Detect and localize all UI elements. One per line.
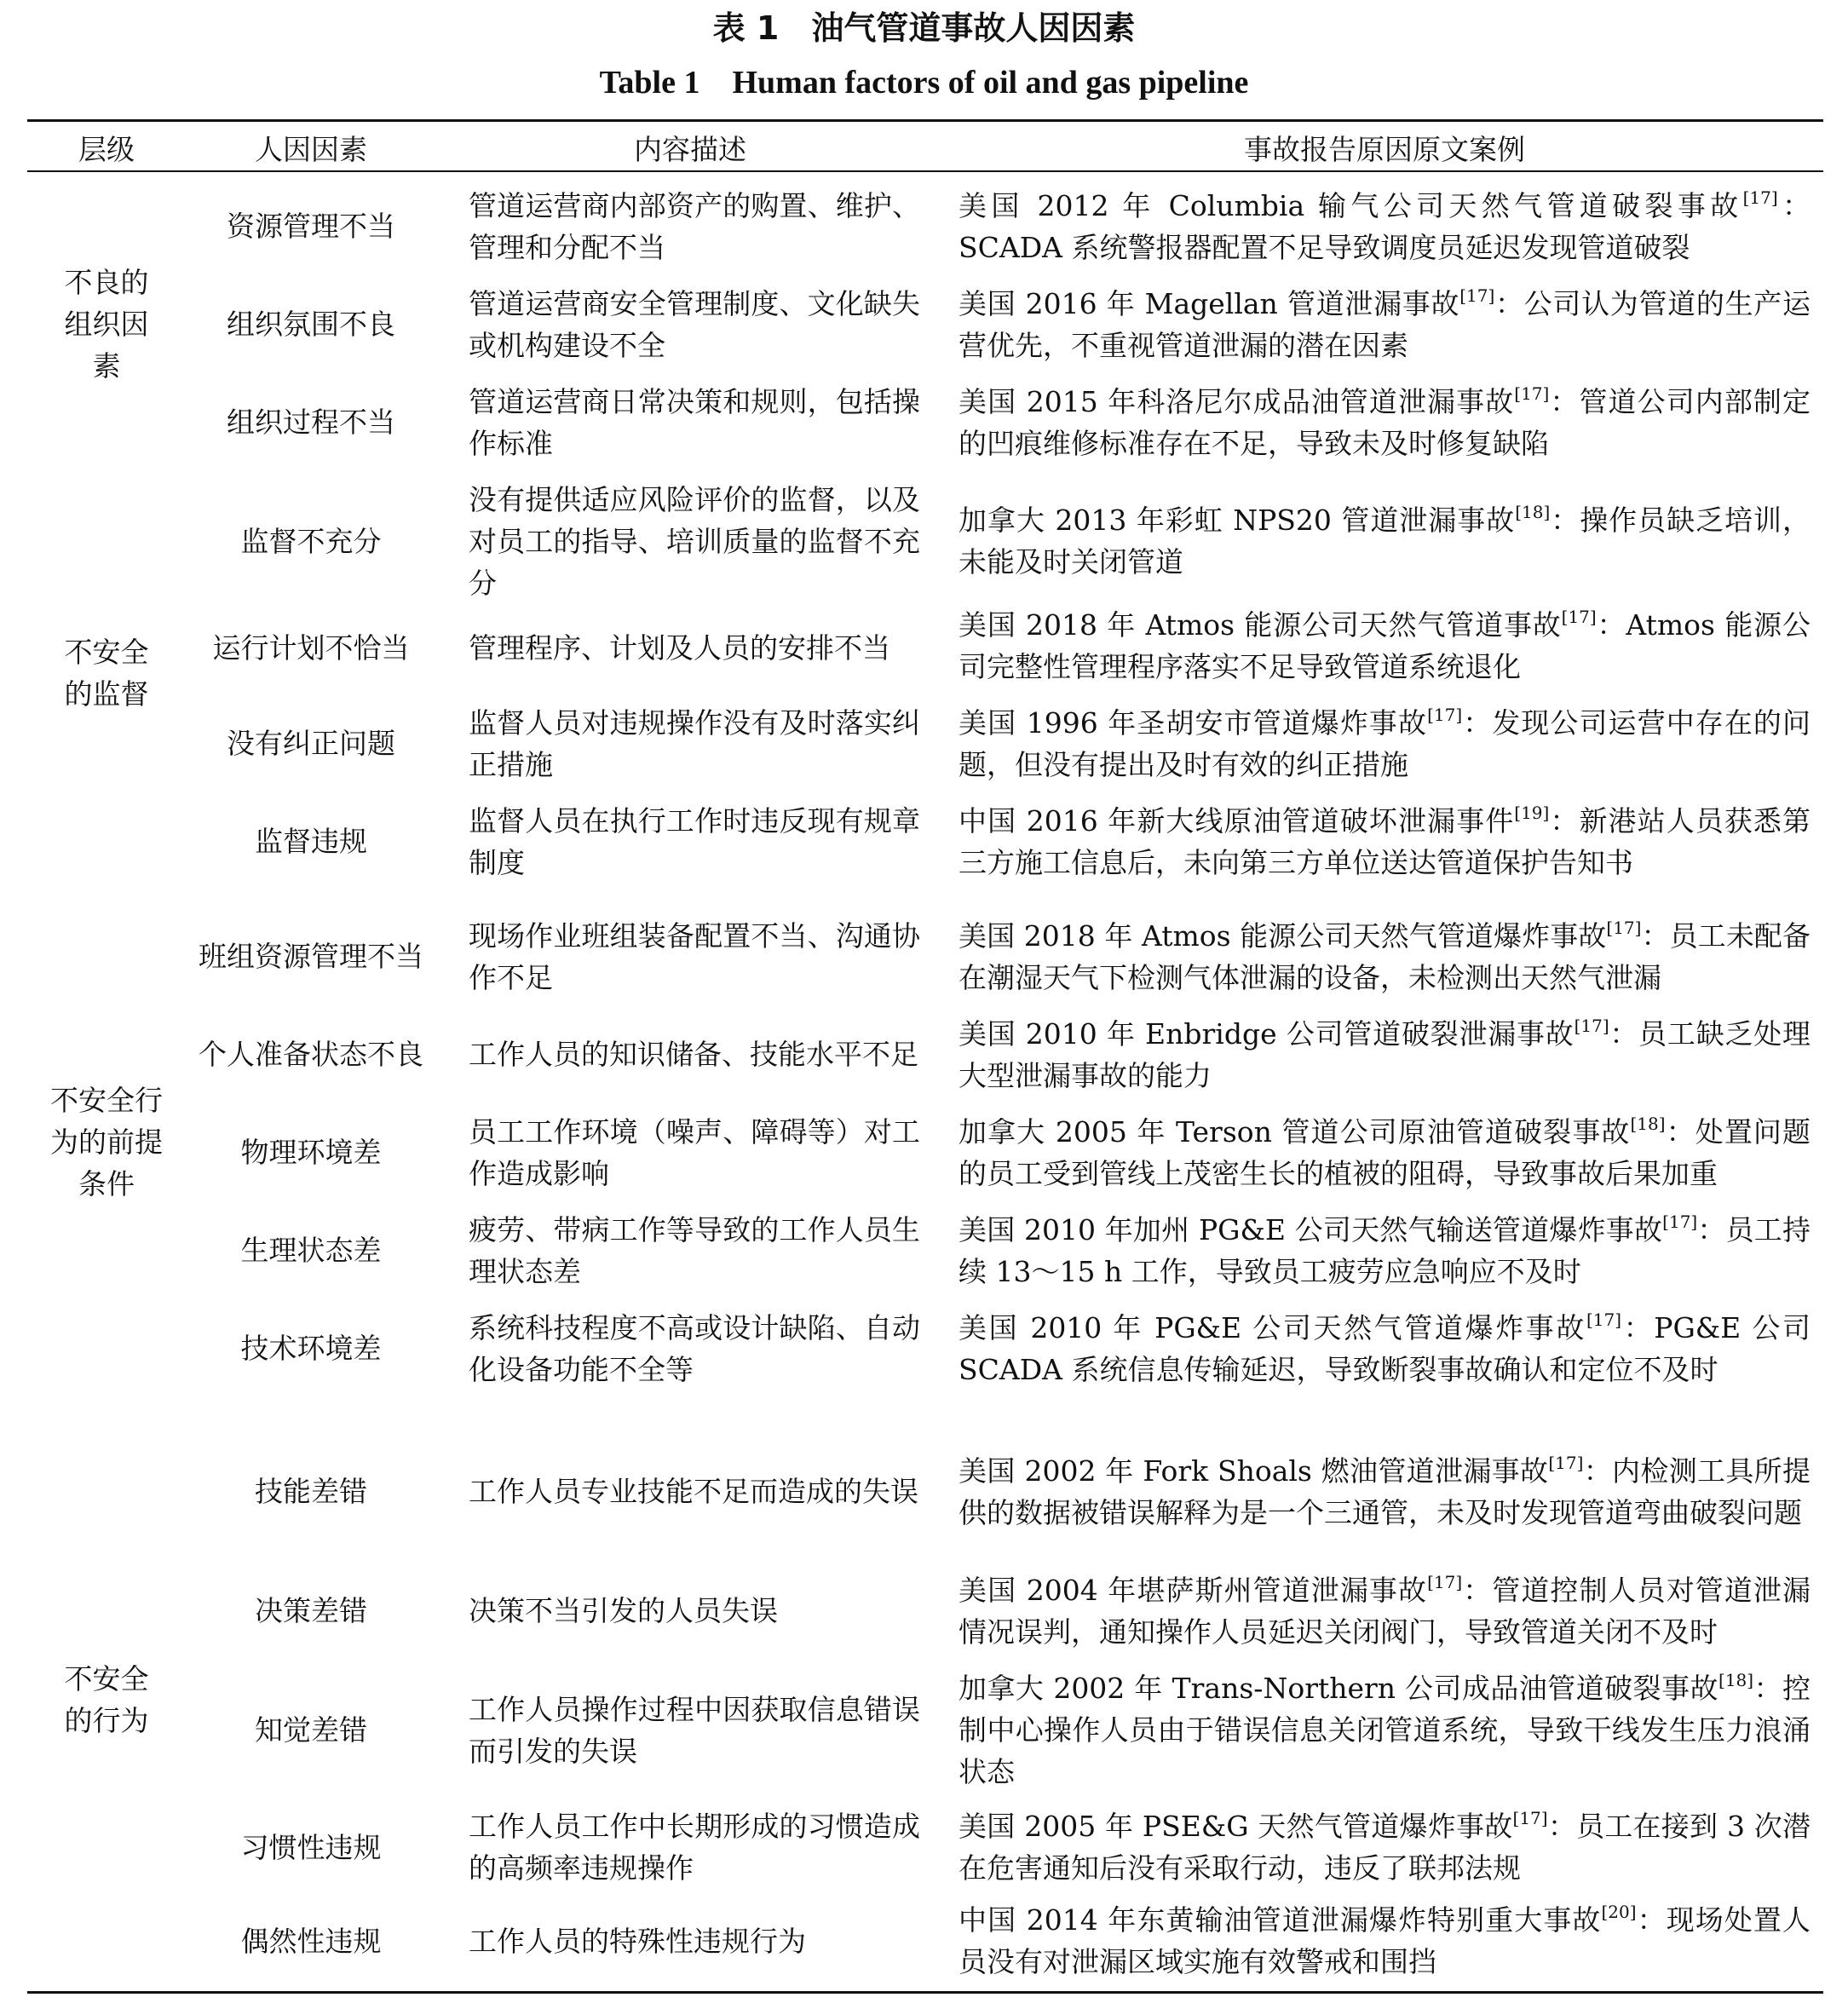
description-cell: [469, 1005, 920, 1103]
citation-ref: [17]: [1548, 1452, 1584, 1473]
case-cell: [959, 1299, 1811, 1397]
description-text: 工作人员的知识储备、技能水平不足: [469, 1038, 918, 1071]
header-factor: 人因因素: [255, 132, 367, 166]
factor-cell: [183, 373, 439, 471]
header-case: 事故报告原因原文案例: [1244, 132, 1525, 166]
description-text: 疲劳、带病工作等导致的工作人员生理状态差: [469, 1212, 920, 1288]
factor-label: 习惯性违规: [240, 1830, 382, 1864]
case-cell: [959, 177, 1811, 275]
factor-label: 技能差错: [255, 1475, 367, 1508]
factor-cell: [183, 792, 439, 890]
description-text: 现场作业班组装备配置不当、沟通协作不足: [469, 918, 920, 994]
header-rule: [27, 170, 1823, 172]
citation-ref: [17]: [1459, 285, 1495, 306]
case-text: 美国 2012 年 Columbia 输气公司天然气管道破裂事故[17]：SCADA 系统警报器配置不足导致调度员延迟发现管道破裂: [959, 187, 1811, 264]
factor-label: 决策差错: [255, 1594, 367, 1627]
case-cell: [959, 596, 1811, 694]
description-text: 员工工作环境（噪声、障碍等）对工作造成影响: [469, 1114, 920, 1190]
case-cell: [959, 1201, 1811, 1299]
citation-ref: [18]: [1718, 1670, 1754, 1690]
description-text: 管道运营商内部资产的购置、维护、管理和分配不当: [469, 188, 920, 264]
header-level: 层级: [78, 132, 135, 166]
description-cell: [469, 275, 920, 373]
citation-ref: [18]: [1630, 1113, 1666, 1134]
citation-ref: [17]: [1514, 383, 1550, 404]
factor-cell: [183, 1660, 439, 1800]
citation-ref: [17]: [1427, 704, 1463, 725]
description-text: 工作人员操作过程中因获取信息错误而引发的失误: [469, 1692, 920, 1768]
citation-ref: [19]: [1514, 802, 1550, 823]
case-cell: [959, 1421, 1811, 1562]
factor-cell: [183, 605, 439, 690]
case-text: 美国 2004 年堪萨斯州管道泄漏事故[17]：管道控制人员对管道泄漏情况误判，通知操作人员延迟关闭阀门，导致管道关闭不及时: [959, 1571, 1811, 1649]
level-label: 不安全的行为: [64, 1662, 149, 1737]
citation-ref: [18]: [1515, 502, 1551, 522]
case-cell: [959, 1562, 1811, 1660]
description-text: 监督人员在执行工作时违反现有规章制度: [469, 803, 920, 879]
case-text: 美国 2010 年 PG&E 公司天然气管道爆炸事故[17]：PG&E 公司 SCADA 系统信息传输延迟，导致断裂事故确认和定位不及时: [959, 1309, 1811, 1386]
case-cell: [959, 792, 1811, 890]
factor-cell: [183, 275, 439, 373]
header-description: 内容描述: [634, 132, 746, 166]
level-cell: [34, 473, 179, 873]
factor-cell: [183, 694, 439, 792]
case-cell: [959, 275, 1811, 373]
factor-label: 监督违规: [255, 825, 367, 858]
case-text: 美国 2016 年 Magellan 管道泄漏事故[17]：公司认为管道的生产运营优先，不重视管道泄漏的潜在因素: [959, 285, 1811, 362]
factor-cell: [183, 907, 439, 1005]
description-text: 管道运营商日常决策和规则，包括操作标准: [469, 384, 920, 460]
case-cell: [959, 477, 1811, 605]
description-text: 工作人员的特殊性违规行为: [469, 1924, 806, 1958]
factor-label: 运行计划不恰当: [212, 630, 410, 665]
factor-cell: [183, 177, 439, 275]
case-cell: [959, 1103, 1811, 1201]
description-cell: [469, 1660, 920, 1800]
description-cell: [469, 1421, 920, 1562]
description-text: 决策不当引发的人员失误: [469, 1594, 778, 1627]
bottom-rule: [27, 1991, 1823, 1994]
case-text: 美国 2018 年 Atmos 能源公司天然气管道爆炸事故[17]：员工未配备在潮湿天气下检测气体泄漏的设备，未检测出天然气泄漏: [959, 917, 1811, 994]
level-label: 不安全的监督: [64, 636, 149, 711]
citation-ref: [17]: [1561, 606, 1597, 627]
factor-label: 偶然性违规: [240, 1924, 382, 1958]
description-cell: [469, 477, 920, 605]
description-cell: [469, 1103, 920, 1201]
citation-ref: [17]: [1662, 1211, 1698, 1232]
factor-label: 资源管理不当: [227, 210, 395, 243]
top-rule: [27, 119, 1823, 122]
case-cell: [959, 1660, 1811, 1800]
description-text: 工作人员工作中长期形成的习惯造成的高频率违规操作: [469, 1810, 920, 1885]
factor-label: 物理环境差: [240, 1136, 382, 1169]
description-text: 工作人员专业技能不足而造成的失误: [469, 1475, 918, 1508]
description-cell: [469, 177, 920, 275]
description-text: 监督人员对违规操作没有及时落实纠正措施: [469, 705, 920, 781]
level-label: 不安全行为的前提条件: [50, 1083, 163, 1200]
factor-label: 监督不充分: [240, 524, 382, 558]
description-cell: [469, 694, 920, 792]
factor-label: 班组资源管理不当: [199, 940, 423, 973]
description-cell: [469, 792, 920, 890]
citation-ref: [17]: [1427, 1571, 1463, 1592]
citation-ref: [17]: [1574, 1015, 1609, 1036]
case-cell: [959, 907, 1811, 1005]
factor-label: 知觉差错: [255, 1713, 367, 1747]
case-cell: [959, 1894, 1811, 1988]
case-text: 加拿大 2013 年彩虹 NPS20 管道泄漏事故[18]：操作员缺乏培训，未能及时关闭管道: [959, 502, 1811, 579]
case-cell: [959, 694, 1811, 792]
level-cell: [34, 1414, 179, 1985]
case-cell: [959, 1800, 1811, 1894]
level-label: 不良的组织因素: [64, 266, 149, 383]
description-cell: [469, 1562, 920, 1660]
factor-cell: [183, 1894, 439, 1988]
description-cell: [469, 907, 920, 1005]
description-cell: [469, 373, 920, 471]
table-title-en: Table 1 Human factors of oil and gas pipeline: [599, 65, 1249, 101]
citation-ref: [17]: [1586, 1309, 1622, 1330]
factor-cell: [183, 1800, 439, 1894]
description-cell: [469, 1299, 920, 1397]
factor-label: 生理状态差: [240, 1234, 382, 1267]
factor-label: 组织过程不当: [227, 406, 395, 439]
case-text: 美国 1996 年圣胡安市管道爆炸事故[17]：发现公司运营中存在的问题，但没有提出及时有效的纠正措施: [959, 704, 1811, 781]
case-cell: [959, 1005, 1811, 1103]
case-cell: [959, 373, 1811, 471]
description-text: 系统科技程度不高或设计缺陷、自动化设备功能不全等: [469, 1310, 920, 1386]
factor-cell: [183, 477, 439, 605]
factor-label: 没有纠正问题: [227, 727, 395, 760]
factor-cell: [183, 1005, 439, 1103]
case-text: 中国 2016 年新大线原油管道破坏泄漏事件[19]：新港站人员获悉第三方施工信息后，未向第三方单位送达管道保护告知书: [959, 802, 1811, 879]
case-text: 美国 2010 年加州 PG&E 公司天然气输送管道爆炸事故[17]：员工持续 13～15 h 工作，导致员工疲劳应急响应不及时: [959, 1211, 1811, 1288]
case-text: 美国 2002 年 Fork Shoals 燃油管道泄漏事故[17]：内检测工具所提供的数据被错误解释为是一个三通管，未及时发现管道弯曲破裂问题: [959, 1452, 1811, 1529]
factor-cell: [183, 1562, 439, 1660]
factor-cell: [183, 1103, 439, 1201]
description-cell: [469, 605, 920, 690]
factor-label: 组织氛围不良: [227, 308, 395, 341]
description-text: 管道运营商安全管理制度、文化缺失或机构建设不全: [469, 286, 920, 362]
case-text: 美国 2005 年 PSE&G 天然气管道爆炸事故[17]：员工在接到 3 次潜在危害通知后没有采取行动，违反了联邦法规: [959, 1808, 1811, 1885]
table-title-cn: 表 1 油气管道事故人因因素: [712, 9, 1136, 47]
description-cell: [469, 1894, 920, 1988]
description-cell: [469, 1800, 920, 1894]
description-text: 管理程序、计划及人员的安排不当: [469, 630, 890, 665]
case-text: 美国 2018 年 Atmos 能源公司天然气管道事故[17]：Atmos 能源公司完整性管理程序落实不足导致管道系统退化: [959, 606, 1811, 683]
factor-cell: [183, 1299, 439, 1397]
factor-cell: [183, 1201, 439, 1299]
case-text: 美国 2010 年 Enbridge 公司管道破裂泄漏事故[17]：员工缺乏处理大型泄漏事故的能力: [959, 1015, 1811, 1092]
description-text: 没有提供适应风险评价的监督，以及对员工的指导、培训质量的监督不充分: [469, 482, 920, 600]
citation-ref: [17]: [1512, 1808, 1548, 1828]
citation-ref: [20]: [1601, 1902, 1637, 1922]
factor-cell: [183, 1421, 439, 1562]
factor-label: 技术环境差: [240, 1332, 382, 1365]
description-cell: [469, 1201, 920, 1299]
level-cell: [34, 177, 179, 471]
case-text: 加拿大 2005 年 Terson 管道公司原油管道破裂事故[18]：处置问题的员工受到管线上茂密生长的植被的阻碍，导致事故后果加重: [959, 1113, 1811, 1190]
case-text: 加拿大 2002 年 Trans-Northern 公司成品油管道破裂事故[18]：控制中心操作人员由于错误信息关闭管道系统，导致干线发生压力浪涌状态: [959, 1670, 1811, 1788]
factor-label: 个人准备状态不良: [199, 1038, 423, 1071]
citation-ref: [17]: [1742, 187, 1778, 208]
case-text: 美国 2015 年科洛尼尔成品油管道泄漏事故[17]：管道公司内部制定的凹痕维修标准存在不足，导致未及时修复缺陷: [959, 383, 1811, 460]
case-text: 中国 2014 年东黄输油管道泄漏爆炸特别重大事故[20]：现场处置人员没有对泄漏区域实施有效警戒和围挡: [959, 1902, 1811, 1978]
citation-ref: [17]: [1606, 917, 1642, 938]
level-cell: [34, 903, 179, 1380]
